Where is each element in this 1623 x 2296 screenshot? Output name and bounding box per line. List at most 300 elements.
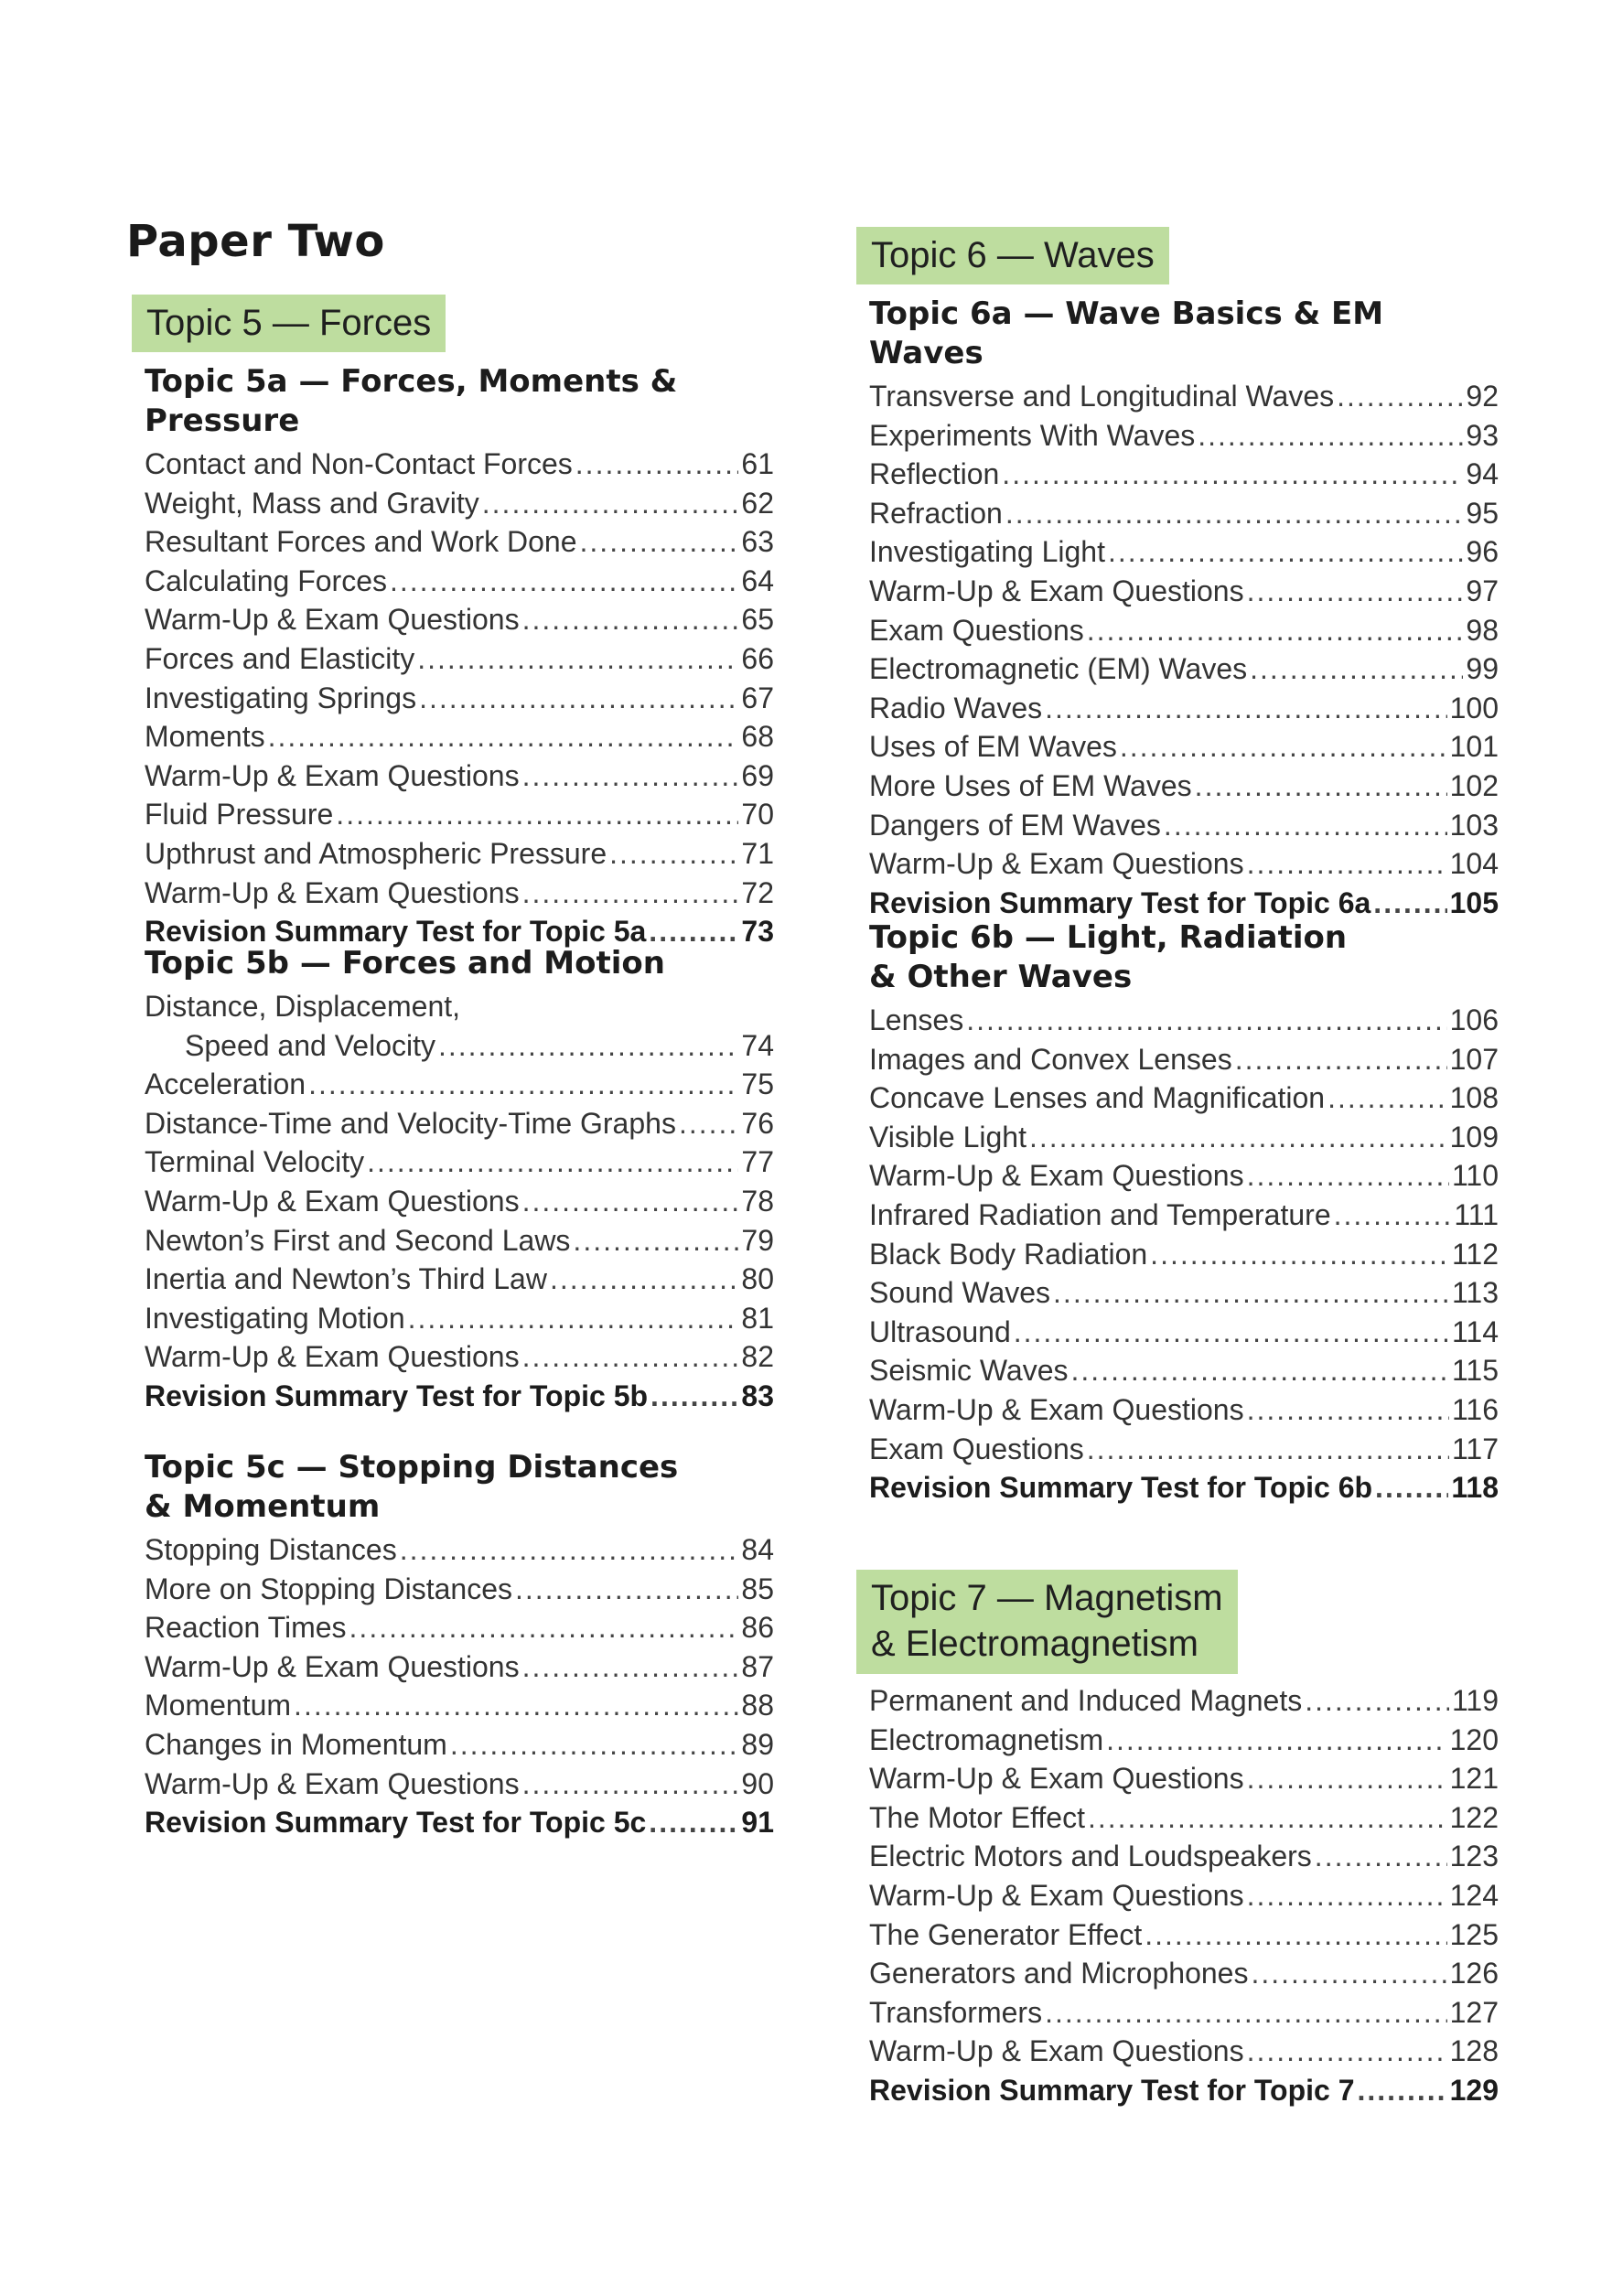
dot-leader <box>522 1765 739 1804</box>
toc-entry-title: Moments <box>145 720 265 754</box>
toc-entry-title: Revision Summary Test for Topic 5a <box>145 915 647 949</box>
toc-entry-title: Revision Summary Test for Topic 7 <box>869 2073 1355 2107</box>
toc-entry-title: Investigating Springs <box>145 681 417 714</box>
toc-entry[interactable] <box>869 1196 1499 1235</box>
dot-leader <box>650 1377 738 1416</box>
toc-entry[interactable] <box>145 1182 774 1221</box>
toc-entry-title: Inertia and Newton’s Third Law <box>145 1262 547 1296</box>
toc-entry[interactable] <box>145 1104 774 1143</box>
toc-entry-title: Warm-Up & Exam Questions <box>145 1766 520 1800</box>
toc-entry-page-number: 85 <box>741 1572 774 1605</box>
toc-entry-title: Lenses <box>869 1003 964 1036</box>
toc-entry[interactable] <box>869 572 1499 611</box>
toc-entry-title: Revision Summary Test for Topic 6b <box>869 1471 1373 1505</box>
toc-entry[interactable] <box>145 1686 774 1725</box>
toc-entry[interactable] <box>145 639 774 679</box>
section-5a-title: Topic 5a — Forces, Moments & Pressure <box>145 363 678 439</box>
toc-entry-page-number: 116 <box>1451 1392 1499 1426</box>
dot-leader <box>1045 1993 1447 2033</box>
dot-leader <box>349 1608 739 1647</box>
dot-leader <box>1373 884 1446 923</box>
toc-entry-page-number: 101 <box>1449 730 1499 764</box>
toc-entry[interactable] <box>869 1040 1499 1079</box>
toc-entry-page-number: 106 <box>1449 1003 1499 1036</box>
toc-entry-page-number: 87 <box>741 1649 774 1683</box>
dot-leader <box>1250 649 1463 689</box>
toc-entry[interactable] <box>145 795 774 834</box>
dot-leader <box>522 756 739 796</box>
topic-5-banner: Topic 5 — Forces <box>132 295 446 352</box>
toc-entry-title: The Motor Effect <box>869 1800 1085 1834</box>
dot-leader <box>1247 1759 1447 1798</box>
toc-entry-page-number: 72 <box>741 875 774 909</box>
toc-entry-page-number: 95 <box>1466 496 1499 530</box>
dot-leader <box>400 1530 739 1570</box>
section-5b-entries <box>145 987 774 1416</box>
toc-entry[interactable] <box>869 649 1499 689</box>
dot-leader <box>522 1182 739 1221</box>
dot-leader <box>1375 1468 1448 1507</box>
toc-entry-revision-summary[interactable] <box>145 1803 774 1842</box>
toc-entry-title: Fluid Pressure <box>145 798 334 831</box>
toc-entry[interactable] <box>869 1430 1499 1469</box>
toc-entry-title: Distance, Displacement, <box>145 990 461 1023</box>
dot-leader <box>1071 1351 1449 1390</box>
toc-entry-page-number: 65 <box>741 603 774 637</box>
dot-leader <box>1002 455 1463 494</box>
toc-entry[interactable] <box>145 445 774 484</box>
toc-entry-title: Investigating Motion <box>145 1301 405 1335</box>
toc-entry[interactable] <box>869 844 1499 884</box>
dot-leader <box>336 795 738 834</box>
dot-leader <box>609 834 738 874</box>
dot-leader <box>1327 1078 1447 1118</box>
toc-entry[interactable] <box>145 1026 774 1066</box>
toc-entry[interactable] <box>145 522 774 562</box>
dot-leader <box>575 445 739 484</box>
dot-leader <box>580 522 739 562</box>
toc-entry-page-number: 121 <box>1449 1762 1499 1796</box>
toc-entry-title: Forces and Elasticity <box>145 641 415 675</box>
section-6b <box>869 918 1499 1507</box>
toc-entry-page-number: 71 <box>741 836 774 870</box>
toc-entry-page-number: 115 <box>1451 1354 1499 1388</box>
toc-entry-page-number: 70 <box>741 798 774 831</box>
toc-entry-title: Revision Summary Test for Topic 6a <box>869 885 1371 919</box>
section-5c-title-line1: Topic 5c — Stopping Distances <box>145 1449 679 1486</box>
toc-entry-page-number: 128 <box>1449 2034 1499 2068</box>
toc-entry[interactable] <box>869 1235 1499 1274</box>
toc-entry[interactable] <box>145 1221 774 1261</box>
toc-entry-title: Exam Questions <box>869 613 1084 647</box>
toc-entry-title: Sound Waves <box>869 1276 1051 1310</box>
toc-entry-title: Permanent and Induced Magnets <box>869 1684 1303 1717</box>
toc-entry-page-number: 66 <box>741 641 774 675</box>
toc-entry-page-number: 67 <box>741 681 774 714</box>
toc-entry-title: More on Stopping Distances <box>145 1572 512 1605</box>
dot-leader <box>1315 1837 1447 1876</box>
toc-entry-title: The Generator Effect <box>869 1917 1143 1951</box>
toc-entry-title: Transverse and Longitudinal Waves <box>869 380 1335 413</box>
toc-entry-revision-summary[interactable] <box>869 884 1499 923</box>
toc-entry[interactable] <box>869 1156 1499 1196</box>
toc-entry[interactable] <box>869 1313 1499 1352</box>
toc-entry-page-number: 97 <box>1466 574 1499 607</box>
toc-entry[interactable] <box>869 494 1499 533</box>
toc-entry[interactable] <box>145 987 774 1026</box>
toc-entry[interactable] <box>869 1118 1499 1157</box>
dot-leader <box>1247 2032 1447 2071</box>
toc-entry-title: Warm-Up & Exam Questions <box>145 1340 520 1374</box>
toc-entry-title: Stopping Distances <box>145 1533 397 1566</box>
toc-entry-title: Resultant Forces and Work Done <box>145 525 577 559</box>
toc-entry-title: Refraction <box>869 496 1003 530</box>
toc-entry-page-number: 94 <box>1466 457 1499 491</box>
dot-leader <box>1087 1430 1449 1469</box>
section-5a <box>145 362 774 951</box>
toc-entry-title: Uses of EM Waves <box>869 730 1117 764</box>
toc-entry-page-number: 64 <box>741 563 774 597</box>
dot-leader <box>419 679 738 718</box>
toc-entry-title: Warm-Up & Exam Questions <box>145 1184 520 1218</box>
toc-entry-page-number: 108 <box>1449 1081 1499 1115</box>
toc-entry[interactable] <box>145 600 774 639</box>
toc-entry-title: Electromagnetic (EM) Waves <box>869 652 1248 686</box>
toc-entry-page-number: 84 <box>741 1533 774 1566</box>
toc-entry-title: Infrared Radiation and Temperature <box>869 1197 1331 1231</box>
dot-leader <box>482 484 739 523</box>
dot-leader <box>1358 2071 1447 2110</box>
toc-entry-page-number: 124 <box>1449 1878 1499 1912</box>
toc-entry[interactable] <box>869 611 1499 650</box>
dot-leader <box>1120 727 1447 767</box>
section-5c <box>145 1448 774 1842</box>
dot-leader <box>1247 1876 1447 1915</box>
toc-entry[interactable] <box>145 562 774 601</box>
toc-entry-title: Acceleration <box>145 1068 306 1101</box>
section-5a-entries <box>145 445 774 951</box>
toc-entry-page-number: 109 <box>1449 1120 1499 1153</box>
dot-leader <box>268 717 739 756</box>
toc-entry-page-number: 86 <box>741 1611 774 1645</box>
toc-entry-title: Generators and Microphones <box>869 1957 1249 1990</box>
dot-leader <box>1247 1390 1449 1430</box>
toc-entry-page-number: 78 <box>741 1184 774 1218</box>
dot-leader <box>1106 1721 1447 1760</box>
toc-entry-title: Warm-Up & Exam Questions <box>145 1649 520 1683</box>
dot-leader <box>1045 689 1447 728</box>
dot-leader <box>390 562 738 601</box>
section-5c-title-line2: & Momentum <box>145 1488 381 1525</box>
toc-entry-page-number: 75 <box>741 1068 774 1101</box>
toc-entry-title: Warm-Up & Exam Questions <box>869 1159 1244 1193</box>
toc-entry-title: Calculating Forces <box>145 563 387 597</box>
section-6b-entries <box>869 1001 1499 1507</box>
dot-leader <box>367 1143 738 1182</box>
toc-entry[interactable] <box>145 1647 774 1687</box>
toc-entry-page-number: 123 <box>1449 1840 1499 1873</box>
toc-entry-page-number: 73 <box>741 915 774 949</box>
section-6a <box>869 295 1499 922</box>
toc-entry-page-number: 68 <box>741 720 774 754</box>
toc-entry-page-number: 61 <box>741 447 774 480</box>
toc-entry-title: Investigating Light <box>869 535 1105 569</box>
dot-leader <box>1337 377 1463 416</box>
toc-entry-title: Concave Lenses and Magnification <box>869 1081 1326 1115</box>
toc-entry[interactable] <box>869 1351 1499 1390</box>
toc-entry-page-number: 118 <box>1451 1471 1499 1505</box>
toc-entry-title: Distance-Time and Velocity-Time Graphs <box>145 1106 676 1140</box>
dot-leader <box>1334 1196 1452 1235</box>
toc-entry[interactable] <box>869 689 1499 728</box>
toc-entry-page-number: 83 <box>741 1379 774 1412</box>
toc-entry-page-number: 63 <box>741 525 774 559</box>
toc-entry-page-number: 81 <box>741 1301 774 1335</box>
toc-entry-page-number: 102 <box>1449 768 1499 802</box>
dot-leader <box>1198 416 1463 456</box>
dot-leader <box>408 1299 739 1338</box>
dot-leader <box>649 1803 738 1842</box>
toc-entry-page-number: 93 <box>1466 418 1499 452</box>
dot-leader <box>438 1026 738 1066</box>
toc-entry[interactable] <box>869 532 1499 572</box>
toc-entry[interactable] <box>145 1143 774 1182</box>
dot-leader <box>1145 1915 1446 1955</box>
toc-entry-title: Warm-Up & Exam Questions <box>869 574 1244 607</box>
toc-entry-title: Revision Summary Test for Topic 5b <box>145 1379 649 1412</box>
toc-entry[interactable] <box>869 1721 1499 1760</box>
toc-entry-page-number: 114 <box>1451 1314 1499 1348</box>
toc-entry-page-number: 89 <box>741 1727 774 1761</box>
toc-entry[interactable] <box>145 1530 774 1570</box>
toc-entry-page-number: 99 <box>1466 652 1499 686</box>
dot-leader <box>550 1260 738 1299</box>
section-6b-title-line1: Topic 6b — Light, Radiation <box>869 919 1348 956</box>
toc-entry[interactable] <box>869 416 1499 456</box>
toc-entry[interactable] <box>145 679 774 718</box>
toc-entry-title: Exam Questions <box>869 1432 1084 1465</box>
toc-entry-page-number: 88 <box>741 1689 774 1722</box>
toc-entry-page-number: 127 <box>1449 1995 1499 2029</box>
toc-entry-title: More Uses of EM Waves <box>869 768 1192 802</box>
toc-entry-page-number: 129 <box>1449 2073 1499 2107</box>
toc-entry-page-number: 90 <box>741 1766 774 1800</box>
dot-leader <box>522 874 739 913</box>
dot-leader <box>1053 1273 1449 1313</box>
toc-entry-title: Warm-Up & Exam Questions <box>869 1762 1244 1796</box>
toc-entry[interactable] <box>145 1765 774 1804</box>
toc-entry[interactable] <box>869 1993 1499 2033</box>
dot-leader <box>1247 844 1447 884</box>
dot-leader <box>1247 1156 1449 1196</box>
section-5c-entries <box>145 1530 774 1842</box>
toc-entry-page-number: 82 <box>741 1340 774 1374</box>
toc-entry-title: Ultrasound <box>869 1314 1011 1348</box>
toc-entry[interactable] <box>869 1798 1499 1838</box>
toc-entry-page-number: 125 <box>1449 1917 1499 1951</box>
toc-entry-title: Radio Waves <box>869 691 1043 724</box>
toc-entry-page-number: 62 <box>741 486 774 520</box>
dot-leader <box>1087 611 1464 650</box>
toc-entry[interactable] <box>145 1065 774 1104</box>
topic-7-banner-line2: & Electromagnetism <box>871 1624 1198 1664</box>
toc-entry-title: Warm-Up & Exam Questions <box>869 1878 1244 1912</box>
toc-entry-revision-summary[interactable] <box>145 1377 774 1416</box>
toc-entry-page-number: 120 <box>1449 1722 1499 1756</box>
toc-entry-page-number: 80 <box>741 1262 774 1296</box>
toc-entry-page-number: 100 <box>1449 691 1499 724</box>
toc-entry-title: Experiments With Waves <box>869 418 1196 452</box>
toc-entry[interactable] <box>145 1608 774 1647</box>
toc-entry[interactable] <box>869 767 1499 806</box>
toc-entry-title: Warm-Up & Exam Questions <box>145 758 520 792</box>
toc-entry[interactable] <box>869 2032 1499 2071</box>
toc-entry[interactable] <box>869 1078 1499 1118</box>
toc-entry[interactable] <box>145 1260 774 1299</box>
toc-entry-page-number: 126 <box>1449 1957 1499 1990</box>
toc-entry-page-number: 119 <box>1451 1684 1499 1717</box>
toc-entry-title: Upthrust and Atmospheric Pressure <box>145 836 607 870</box>
toc-entry[interactable] <box>145 1299 774 1338</box>
toc-entry-title: Reflection <box>869 457 1000 491</box>
section-5c-title <box>145 1448 774 1527</box>
toc-entry-title: Seismic Waves <box>869 1354 1069 1388</box>
toc-entry[interactable] <box>145 834 774 874</box>
dot-leader <box>1247 572 1464 611</box>
dot-leader <box>966 1001 1446 1040</box>
dot-leader <box>1108 532 1463 572</box>
toc-entry-title: Visible Light <box>869 1120 1026 1153</box>
toc-entry[interactable] <box>869 806 1499 845</box>
toc-entry-page-number: 107 <box>1449 1042 1499 1076</box>
toc-entry-title: Electromagnetism <box>869 1722 1104 1756</box>
toc-entry-title: Transformers <box>869 1995 1043 2029</box>
toc-entry-page-number: 117 <box>1451 1432 1499 1465</box>
dot-leader <box>679 1104 738 1143</box>
toc-entry[interactable] <box>145 717 774 756</box>
toc-entry[interactable] <box>869 1681 1499 1721</box>
toc-entry-title: Dangers of EM Waves <box>869 808 1161 842</box>
dot-leader <box>522 1337 739 1377</box>
toc-entry-title: Contact and Non-Contact Forces <box>145 447 573 480</box>
toc-entry-page-number: 79 <box>741 1223 774 1257</box>
toc-entry-title: Revision Summary Test for Topic 5c <box>145 1806 647 1840</box>
dot-leader <box>1235 1040 1447 1079</box>
toc-entry-page-number: 113 <box>1451 1276 1499 1310</box>
toc-entry[interactable] <box>145 484 774 523</box>
dot-leader <box>1251 1954 1446 1993</box>
toc-entry[interactable] <box>869 455 1499 494</box>
section-7 <box>869 1681 1499 2110</box>
toc-entry[interactable] <box>145 756 774 796</box>
dot-leader <box>308 1065 738 1104</box>
dot-leader <box>573 1221 738 1261</box>
toc-entry-title: Weight, Mass and Gravity <box>145 486 479 520</box>
toc-entry-title: Reaction Times <box>145 1611 347 1645</box>
section-6b-title-line2: & Other Waves <box>869 959 1133 995</box>
dot-leader <box>1029 1118 1447 1157</box>
dot-leader <box>294 1686 738 1725</box>
toc-entry[interactable] <box>145 1570 774 1609</box>
section-7-entries <box>869 1681 1499 2110</box>
dot-leader <box>1005 494 1464 533</box>
topic-7-banner <box>856 1570 1238 1674</box>
dot-leader <box>1150 1235 1449 1274</box>
toc-entry-page-number: 112 <box>1451 1237 1499 1271</box>
toc-entry-page-number: 111 <box>1454 1197 1499 1231</box>
toc-entry-page-number: 76 <box>741 1106 774 1140</box>
toc-entry[interactable] <box>869 377 1499 416</box>
dot-leader <box>450 1725 739 1765</box>
toc-entry[interactable] <box>145 874 774 913</box>
section-6a-title: Topic 6a — Wave Basics & EM Waves <box>869 295 1384 371</box>
dot-leader <box>1164 806 1447 845</box>
section-5b <box>145 944 774 1416</box>
toc-entry-page-number: 110 <box>1451 1159 1499 1193</box>
section-6a-entries <box>869 377 1499 922</box>
toc-entry-title: Newton’s First and Second Laws <box>145 1223 571 1257</box>
section-6b-title <box>869 918 1499 997</box>
toc-entry[interactable] <box>869 1273 1499 1313</box>
dot-leader <box>515 1570 738 1609</box>
dot-leader <box>1305 1681 1449 1721</box>
toc-entry-title: Warm-Up & Exam Questions <box>869 847 1244 881</box>
topic-7-banner-line1: Topic 7 — Magnetism <box>871 1578 1223 1618</box>
toc-entry-page-number: 122 <box>1449 1800 1499 1834</box>
toc-entry-title: Changes in Momentum <box>145 1727 447 1761</box>
toc-entry-title: Warm-Up & Exam Questions <box>869 2034 1244 2068</box>
paper-title: Paper Two <box>126 216 385 267</box>
toc-entry-title: Images and Convex Lenses <box>869 1042 1232 1076</box>
toc-entry-page-number: 96 <box>1466 535 1499 569</box>
toc-entry-title: Electric Motors and Loudspeakers <box>869 1840 1312 1873</box>
topic-6-banner: Topic 6 — Waves <box>856 227 1169 284</box>
toc-entry-page-number: 91 <box>741 1806 774 1840</box>
toc-entry-page-number: 103 <box>1449 808 1499 842</box>
toc-entry[interactable] <box>869 1759 1499 1798</box>
dot-leader <box>522 600 739 639</box>
toc-entry-page-number: 105 <box>1449 885 1499 919</box>
toc-entry[interactable] <box>145 1725 774 1765</box>
toc-entry[interactable] <box>145 1337 774 1377</box>
dot-leader <box>1195 767 1447 806</box>
toc-entry-title: Warm-Up & Exam Questions <box>145 603 520 637</box>
toc-entry-page-number: 92 <box>1466 380 1499 413</box>
toc-entry-revision-summary[interactable] <box>869 2071 1499 2110</box>
section-5b-title: Topic 5b — Forces and Motion <box>145 945 665 982</box>
toc-entry[interactable] <box>869 1954 1499 1993</box>
dot-leader <box>1088 1798 1447 1838</box>
toc-entry-page-number: 77 <box>741 1145 774 1179</box>
toc-entry-revision-summary[interactable] <box>869 1468 1499 1507</box>
toc-entry[interactable] <box>869 1837 1499 1876</box>
toc-entry-page-number: 74 <box>741 1028 774 1062</box>
toc-entry-title: Warm-Up & Exam Questions <box>145 875 520 909</box>
toc-entry[interactable] <box>869 1915 1499 1955</box>
toc-entry[interactable] <box>869 1390 1499 1430</box>
toc-entry-title: Speed and Velocity <box>185 1028 435 1062</box>
toc-entry-page-number: 69 <box>741 758 774 792</box>
toc-entry-title: Terminal Velocity <box>145 1145 365 1179</box>
dot-leader <box>417 639 738 679</box>
toc-entry-title: Momentum <box>145 1689 292 1722</box>
toc-entry-title: Warm-Up & Exam Questions <box>869 1392 1244 1426</box>
toc-entry-title: Black Body Radiation <box>869 1237 1148 1271</box>
toc-entry[interactable] <box>869 1001 1499 1040</box>
toc-entry[interactable] <box>869 1876 1499 1915</box>
toc-entry[interactable] <box>869 727 1499 767</box>
toc-entry-page-number: 104 <box>1449 847 1499 881</box>
